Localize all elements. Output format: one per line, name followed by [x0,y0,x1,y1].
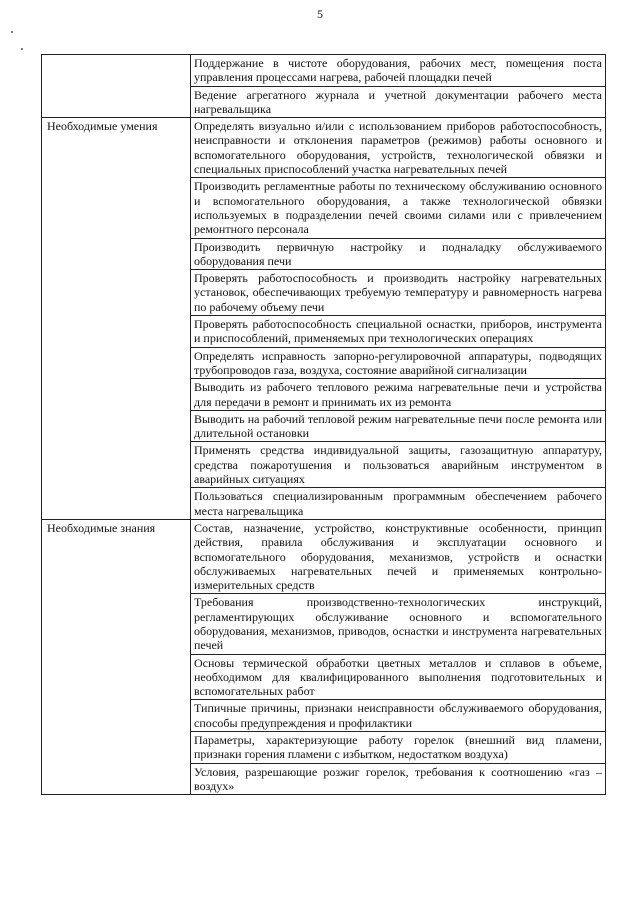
section-label-knowledge: Необходимые знания [42,519,191,794]
row-text-cell: Требования производственно-технологических инструкций, регламентирующих обслуживание основного и вспомогательного оборудования, механизмов, приводов, оснастки и инструмента нагревательных печей [191,594,606,654]
row-text-cell: Выводить на рабочий тепловой режим нагревательные печи после ремонта или длительной остановки [191,410,606,442]
row-text-cell: Типичные причины, признаки неисправности обслуживаемого оборудования, способы предупреждения и профилактики [191,700,606,732]
row-label-cell [42,55,191,118]
table-row [42,118,606,178]
row-text-cell: Проверять работоспособность специальной оснастки, приборов, инструмента и приспособлений, применяемых при технологических операциях [191,316,606,348]
section-label-skills: Необходимые умения [42,118,191,520]
row-text-cell: Выводить из рабочего теплового режима нагревательные печи и устройства для передачи в ремонт и принимать их из ремонта [191,379,606,411]
row-text-cell: Применять средства индивидуальной защиты, газозащитную аппаратуру, средства пожаротушения и пользоваться аварийным инструментом в аварийных ситуациях [191,442,606,488]
row-text-cell: Пользоваться специализированным программным обеспечением рабочего места нагревальщика [191,488,606,520]
row-text-cell: Поддержание в чистоте оборудования, рабочих мест, помещения поста управления процессами нагрева, рабочей площадки печей [191,55,606,87]
page-number: 5 [317,7,323,21]
row-text-cell: Условия, разрешающие розжиг горелок, требования к соотношению «газ – воздух» [191,763,606,795]
row-text-cell: Производить регламентные работы по техническому обслуживанию основного и вспомогательного оборудования, а также технологической обвязки используемых в подразделении печей своими силами или с привлечением ремонтного персонала [191,178,606,238]
scan-mark [21,48,23,50]
row-text-cell: Проверять работоспособность и производить настройку нагревательных установок, обеспечивающих требуемую температуру и равномерность нагрева по рабочему объему печи [191,270,606,316]
row-text-cell: Ведение агрегатного журнала и учетной документации рабочего места нагревальщика [191,86,606,118]
row-text-cell: Параметры, характеризующие работу горелок (внешний вид пламени, признаки горения пламени с избытком, недостатком воздуха) [191,732,606,764]
row-text-cell: Состав, назначение, устройство, конструктивные особенности, принцип действия, правила обслуживания и эксплуатации основного и вспомогательного оборудования, механизмов, устройств и оснастки обслуживаемых нагревательных печей и применяемых контрольно-измерительных средств [191,519,606,593]
row-text-cell: Основы термической обработки цветных металлов и сплавов в объеме, необходимом для квалифицированного выполнения подготовительных и вспомогательных работ [191,654,606,700]
row-text-cell: Определять исправность запорно-регулировочной аппаратуры, подводящих трубопроводов газа, воздуха, состояние аварийной сигнализации [191,347,606,379]
row-text-cell: Определять визуально и/или с использованием приборов работоспособность, неисправности и отклонения параметров (режимов) работы основного и вспомогательного оборудования, устройств, технологической обвязки и специальных приспособлений участка нагревательных печей [191,118,606,178]
competency-table [41,54,606,795]
scan-mark [11,31,13,33]
row-text-cell: Производить первичную настройку и подналадку обслуживаемого оборудования печи [191,238,606,270]
table-row [42,519,606,593]
table-row [42,55,606,87]
